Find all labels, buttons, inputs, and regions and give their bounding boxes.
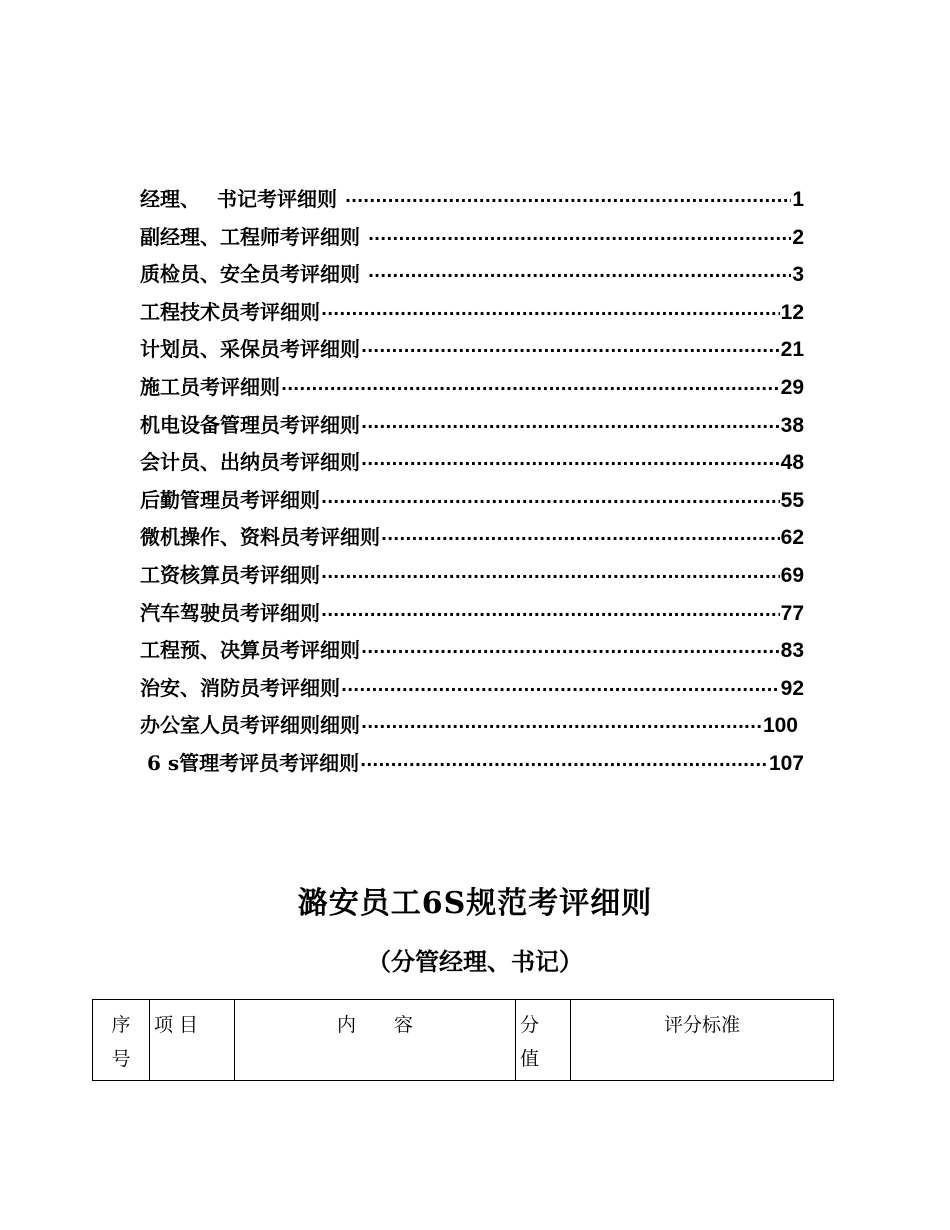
header-item	[150, 1000, 235, 1081]
toc-item-title: 经理、 书记考评细则	[140, 187, 344, 211]
evaluation-table	[92, 999, 834, 1081]
toc-item-page: 29	[780, 375, 804, 399]
toc-item-page: 69	[780, 563, 804, 587]
toc-item[interactable]	[140, 446, 804, 484]
toc-item-title: 治安、消防员考评细则	[140, 675, 340, 700]
table-of-contents	[140, 183, 820, 785]
toc-item[interactable]	[140, 296, 804, 334]
toc-leader-dots	[361, 719, 762, 735]
toc-item-title: 计划员、采保员考评细则	[140, 337, 360, 362]
document-subtitle: （分管经理、书记）	[367, 947, 583, 976]
toc-leader-dots	[321, 494, 780, 510]
toc-item-page: 55	[780, 488, 804, 512]
toc-item[interactable]	[140, 559, 804, 597]
toc-item-page: 3	[792, 263, 804, 287]
toc-item-title: 质检员、安全员考评细则	[140, 262, 367, 287]
toc-leader-dots	[368, 231, 791, 247]
toc-leader-dots	[361, 456, 780, 472]
toc-leader-dots	[361, 644, 780, 660]
toc-item-title: 办公室人员考评细则细则	[140, 713, 360, 738]
toc-item-title: 会计员、出纳员考评细则	[140, 450, 360, 475]
toc-item[interactable]	[140, 484, 804, 522]
toc-item[interactable]	[140, 409, 804, 447]
toc-item[interactable]	[140, 709, 798, 747]
toc-item[interactable]	[140, 747, 804, 785]
toc-item-page: 77	[780, 601, 804, 625]
toc-leader-dots	[345, 193, 791, 209]
toc-leader-dots	[321, 306, 780, 322]
toc-leader-dots	[361, 343, 780, 359]
toc-item-page: 12	[780, 300, 804, 324]
toc-item[interactable]	[140, 183, 804, 221]
toc-item-page: 92	[780, 676, 804, 700]
header-no	[93, 1000, 150, 1081]
toc-item-page: 107	[768, 751, 804, 775]
toc-item[interactable]	[140, 221, 804, 259]
toc-item-page: 48	[780, 451, 804, 475]
toc-item-page: 1	[792, 188, 804, 211]
toc-leader-dots	[321, 607, 780, 623]
toc-item-title: 汽车驾驶员考评细则	[140, 600, 320, 625]
toc-item-title: 工程预、决算员考评细则	[140, 638, 360, 663]
toc-leader-dots	[361, 419, 780, 435]
toc-leader-dots	[368, 268, 791, 284]
header-item-label: 项 目	[154, 1014, 199, 1036]
toc-item[interactable]	[140, 521, 804, 559]
toc-item[interactable]	[140, 258, 804, 296]
toc-item-title: 微机操作、资料员考评细则	[140, 525, 380, 550]
table-header-row	[93, 1000, 834, 1081]
toc-leader-dots	[321, 569, 780, 585]
toc-leader-dots	[341, 682, 780, 698]
toc-item-page: 100	[762, 714, 798, 738]
header-score	[516, 1000, 571, 1081]
toc-item-page: 83	[780, 639, 804, 663]
toc-item-page: 2	[792, 225, 804, 249]
toc-leader-dots	[360, 757, 768, 773]
toc-item-title: 工程技术员考评细则	[140, 299, 320, 324]
toc-leader-dots	[381, 531, 780, 547]
toc-leader-dots	[281, 381, 780, 397]
toc-item-page: 62	[780, 526, 804, 550]
toc-item[interactable]	[140, 634, 804, 672]
toc-item-title: 后勤管理员考评细则	[140, 487, 320, 512]
toc-item[interactable]	[140, 371, 804, 409]
header-content-label: 内 容	[336, 1014, 413, 1036]
toc-item-title: 施工员考评细则	[140, 374, 280, 399]
toc-item[interactable]	[140, 333, 804, 371]
header-score-label: 分值	[520, 1014, 540, 1070]
header-criteria	[571, 1000, 834, 1081]
toc-item-title: 6 s管理考评员考评细则	[140, 750, 360, 775]
toc-item-title: 工资核算员考评细则	[140, 562, 320, 587]
toc-item-title: 机电设备管理员考评细则	[140, 412, 360, 437]
header-no-label: 序号	[111, 1014, 131, 1070]
document-title: 潞安员工6S规范考评细则	[297, 886, 653, 921]
header-criteria-label: 评分标准	[663, 1014, 740, 1036]
toc-item[interactable]	[140, 672, 804, 710]
toc-item[interactable]	[140, 597, 804, 635]
header-content	[235, 1000, 516, 1081]
toc-item-title: 副经理、工程师考评细则	[140, 224, 367, 249]
toc-item-page: 38	[780, 413, 804, 437]
toc-item-page: 21	[780, 338, 804, 362]
